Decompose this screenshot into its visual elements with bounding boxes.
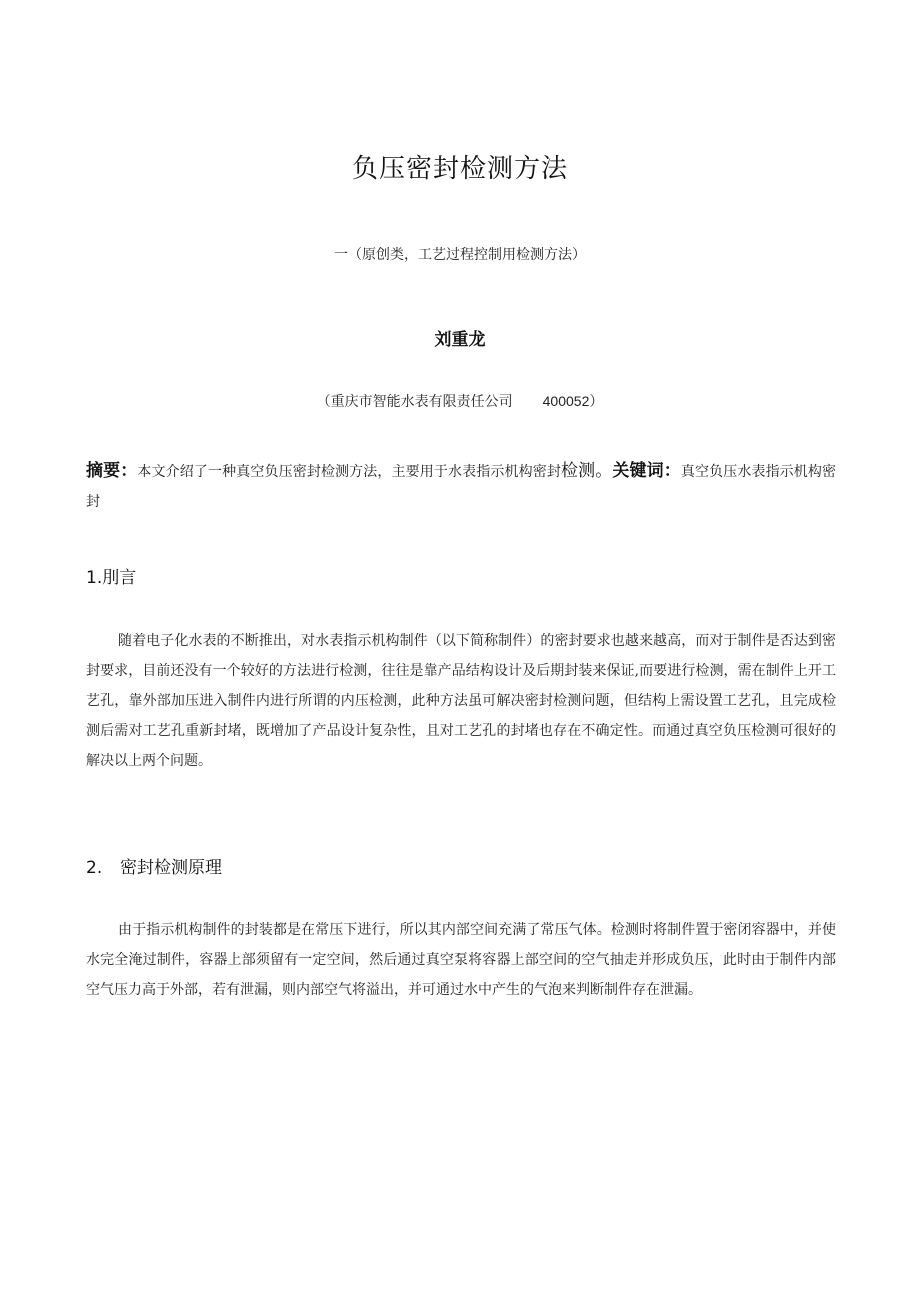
keywords-label: 关键词： <box>612 461 681 481</box>
keywords-text: 真空负压水表指示机构密封 <box>86 464 837 510</box>
section-2-heading <box>86 853 222 878</box>
section-2-number: 2. <box>86 858 103 878</box>
document-title: 负压密封检测方法 <box>351 154 568 184</box>
abstract-block <box>86 456 836 517</box>
author-name: 刘重龙 <box>434 330 486 350</box>
abstract-label: 摘要： <box>86 461 138 481</box>
section-1-body: 随着电子化水表的不断推出，对水表指示机构制件（以下简称制件）的密封要求也越来越高，而对于制件是否达到密封要求，目前还没有一个较好的方法进行检测，往往是靠产品结构设计及后期封装来保证,而要进行检测，需在制件上开工艺孔，靠外部加压进入制件内进行所谓的内压检测，此种方法虽可解决密封检测问题，但结构上需设置工艺孔，且完成检测后需对工艺孔重新封堵，既增加了产品设计复杂性，且对工艺孔的封堵也存在不确定性。而通过真空负压检测可很好的解决以上两个问题。 <box>86 633 836 769</box>
author-affiliation <box>0 391 920 411</box>
document-subtitle: 一（原创类，工艺过程控制用检测方法） <box>334 247 586 263</box>
section-1-heading: 1.刖言 <box>86 568 137 588</box>
affiliation-zip: 400052） <box>542 393 604 409</box>
abstract-term: 检测。 <box>560 461 613 481</box>
abstract-text: 本文介绍了一种真空负压密封检测方法，主要用于水表指示机构密封 <box>137 464 561 480</box>
section-2-body: 由于指示机构制件的封装都是在常压下进行，所以其内部空间充满了常压气体。检测时将制件置于密闭容器中，并使水完全淹过制件，容器上部须留有一定空间，然后通过真空泵将容器上部空间的空气抽走并形成负压，此时由于制件内部空气压力高于外部，若有泄漏，则内部空气将溢出，并可通过水中产生的气泡来判断制件存在泄漏。 <box>86 922 836 998</box>
section-2-title: 密封检测原理 <box>120 858 222 878</box>
affiliation-org: （重庆市智能水表有限责任公司 <box>316 394 513 410</box>
